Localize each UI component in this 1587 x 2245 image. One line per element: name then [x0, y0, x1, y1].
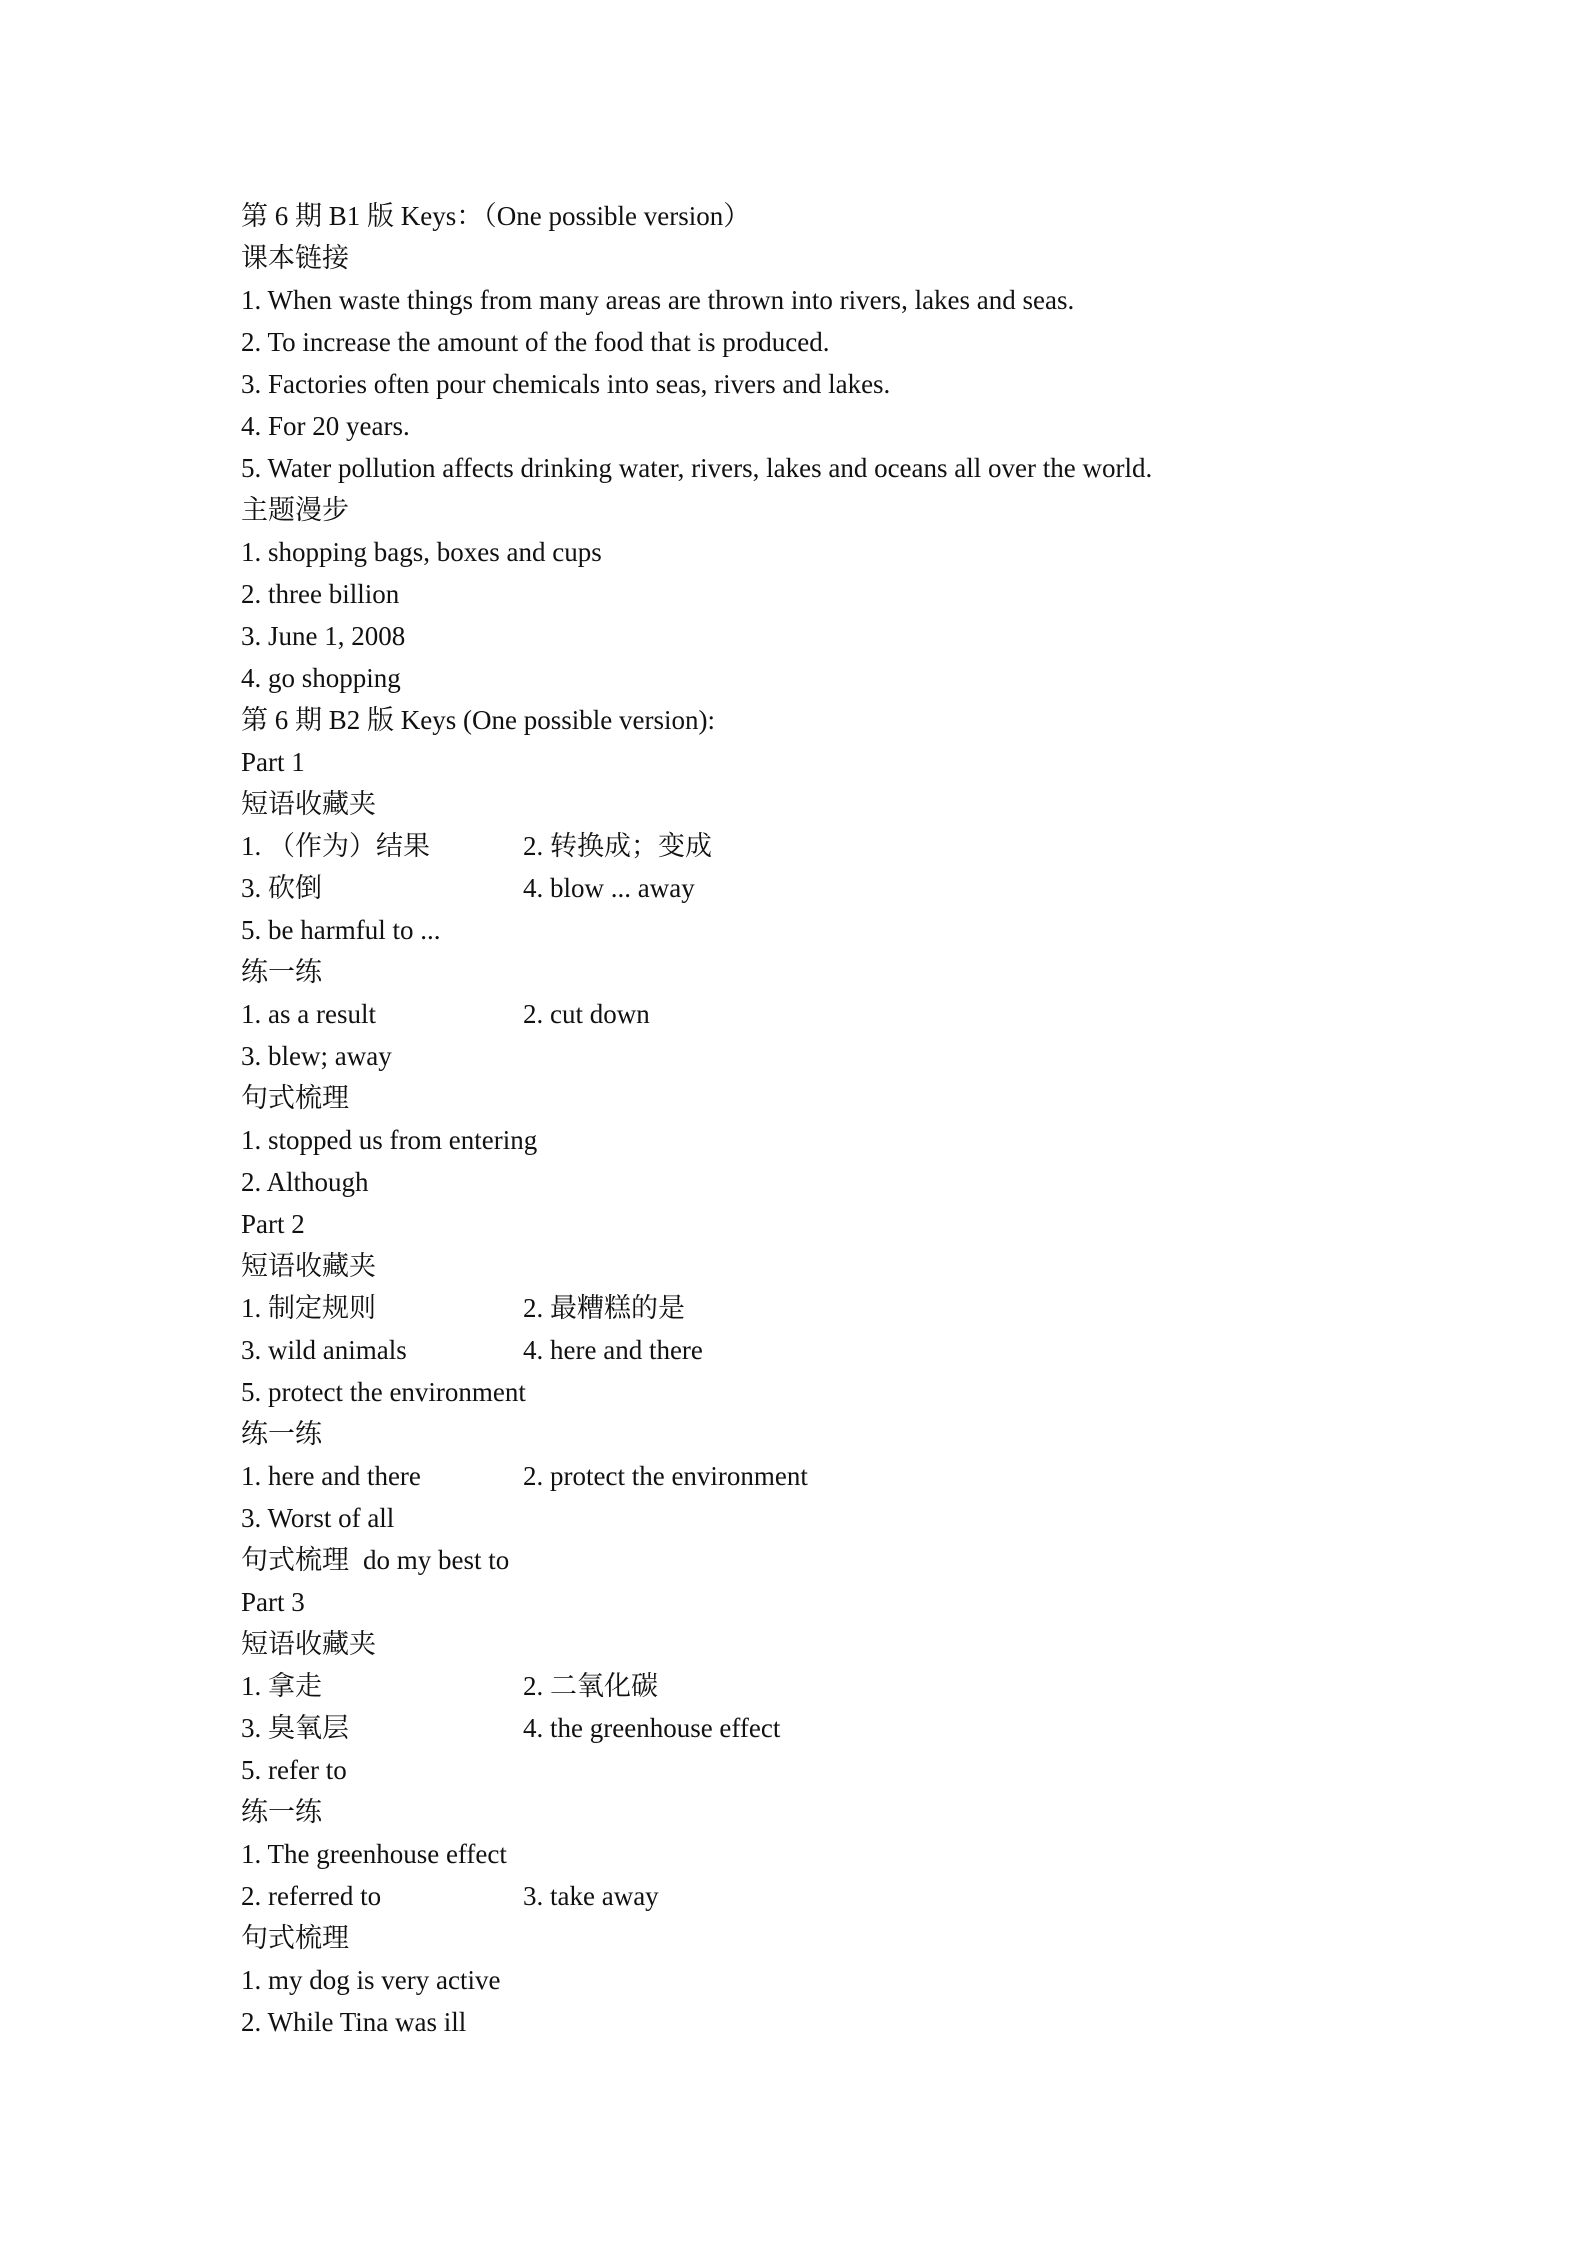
answer-item: 2. cut down: [523, 999, 650, 1029]
answer-item: 1. The greenhouse effect: [241, 1839, 507, 1869]
practice-heading: 练一练: [241, 1419, 322, 1449]
answer-row: [241, 1665, 1391, 1707]
answer-item: 3. wild animals: [241, 1335, 407, 1365]
answer-line: 3. Factories often pour chemicals into seas, rivers and lakes.: [241, 369, 891, 399]
answer-line: 3. June 1, 2008: [241, 621, 406, 651]
answer-row: [241, 1749, 1391, 1791]
answer-item: 2. 最糟糕的是: [523, 1293, 685, 1323]
answer-item: 1. 制定规则: [241, 1293, 376, 1323]
answer-row: [241, 1371, 1391, 1413]
answer-item: 2. referred to: [241, 1881, 382, 1911]
answer-line: 1. shopping bags, boxes and cups: [241, 537, 602, 567]
answer-item: 2. protect the environment: [523, 1461, 808, 1491]
answer-item: 3. 砍倒: [241, 873, 322, 903]
answer-row: [241, 1497, 1391, 1539]
answer-row: [241, 1707, 1391, 1749]
phrases-heading: 短语收藏夹: [241, 1629, 376, 1659]
answer-line: 2. three billion: [241, 579, 400, 609]
answer-line: 1. my dog is very active: [241, 1965, 501, 1995]
sentence-heading: 句式梳理: [241, 1923, 349, 1953]
phrases-heading: 短语收藏夹: [241, 789, 376, 819]
answer-item: 4. the greenhouse effect: [523, 1713, 781, 1743]
answer-line: 1. When waste things from many areas are thrown into rivers, lakes and seas.: [241, 285, 1075, 315]
answer-key-document: [241, 195, 1391, 2043]
answer-item: 5. be harmful to ...: [241, 915, 441, 945]
answer-item: 4. blow ... away: [523, 873, 695, 903]
sentence-heading: 句式梳理: [241, 1083, 349, 1113]
practice-heading: 练一练: [241, 957, 322, 987]
answer-line: 1. stopped us from entering: [241, 1125, 538, 1155]
answer-item: 5. protect the environment: [241, 1377, 526, 1407]
answer-item: 2. 转换成；变成: [523, 831, 712, 861]
answer-item: 4. here and there: [523, 1335, 703, 1365]
answer-item: 3. take away: [523, 1881, 659, 1911]
section-heading-theme-walk: 主题漫步: [241, 495, 349, 525]
answer-row: [241, 909, 1391, 951]
answer-item: 3. blew; away: [241, 1041, 392, 1071]
answer-item: 3. 臭氧层: [241, 1713, 349, 1743]
answer-item: 1. here and there: [241, 1461, 421, 1491]
answer-item: do my best to: [363, 1545, 510, 1575]
answer-item: 1. as a result: [241, 999, 376, 1029]
answer-row: [241, 993, 1391, 1035]
answer-line: 4. For 20 years.: [241, 411, 410, 441]
answer-item: 3. Worst of all: [241, 1503, 395, 1533]
answer-row: [241, 1875, 1391, 1917]
answer-line: 5. Water pollution affects drinking water, rivers, lakes and oceans all over the world.: [241, 453, 1153, 483]
answer-row: [241, 1833, 1391, 1875]
b2-title: 第 6 期 B2 版 Keys (One possible version):: [241, 705, 715, 735]
part-title: Part 2: [241, 1209, 305, 1239]
answer-item: 5. refer to: [241, 1755, 347, 1785]
answer-row: [241, 1329, 1391, 1371]
b1-title: 第 6 期 B1 版 Keys：（One possible version）: [241, 201, 751, 231]
answer-row: [241, 867, 1391, 909]
answer-item: 2. 二氧化碳: [523, 1671, 658, 1701]
answer-row: [241, 1035, 1391, 1077]
answer-line: 4. go shopping: [241, 663, 401, 693]
part-title: Part 3: [241, 1587, 305, 1617]
answer-row: [241, 825, 1391, 867]
phrases-heading: 短语收藏夹: [241, 1251, 376, 1281]
answer-row: [241, 1455, 1391, 1497]
answer-item: 1. （作为）结果: [241, 831, 430, 861]
practice-heading: 练一练: [241, 1797, 322, 1827]
answer-line: 2. While Tina was ill: [241, 2007, 467, 2037]
answer-line: 2. Although: [241, 1167, 369, 1197]
answer-line: 2. To increase the amount of the food that is produced.: [241, 327, 830, 357]
part-title: Part 1: [241, 747, 305, 777]
answer-item: 1. 拿走: [241, 1671, 322, 1701]
answer-row: [241, 1539, 1391, 1581]
answer-row: [241, 1287, 1391, 1329]
section-heading-textbook-link: 课本链接: [241, 243, 349, 273]
sentence-heading: 句式梳理: [241, 1545, 349, 1575]
